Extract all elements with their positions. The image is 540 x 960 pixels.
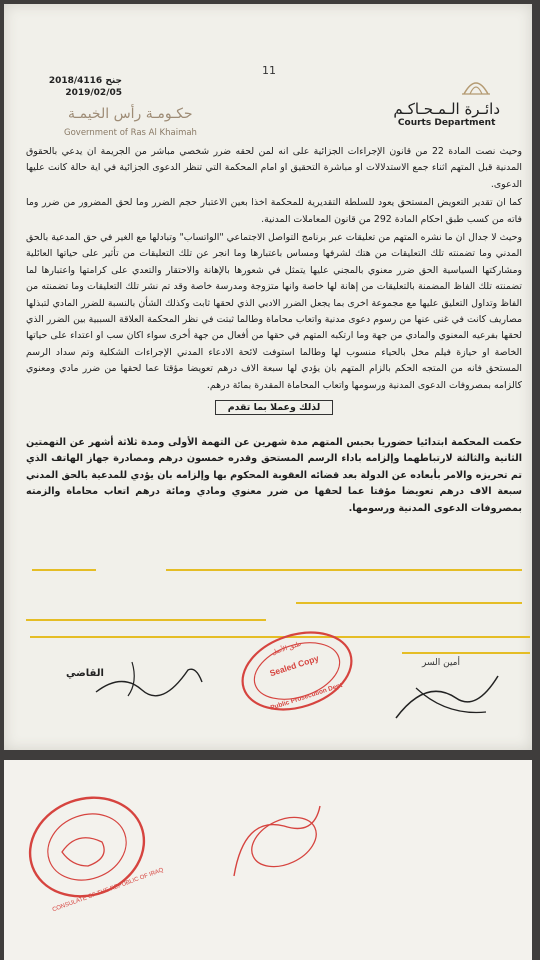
- courts-department-arabic: دائـرة الـمـحـاكـم: [393, 100, 500, 118]
- courts-department-english: Courts Department: [397, 118, 496, 128]
- judge-signature-label: القاضي: [66, 668, 104, 679]
- case-number: 2018/4116 جنح: [48, 76, 122, 86]
- case-reference: [34, 75, 122, 99]
- consulate-signature: [224, 796, 344, 886]
- paragraph-reasoning: وحيث لا جدال ان ما نشره المتهم من تعليقات عبر برنامج التواصل الاجتماعي "الواتساب" وتبادلها مع الغير في حق المدعية بالحق المدني وما تضمنته تلك التعليقات من هتك لشرفها ومساس باعتبارها وما انجر عن تلك التعليقات من تأثير على حياتها العائلية ومشاركتها السياسية الحق ضرر معنوي بالمجني عليها يتمثل في شعورها بالإهانة والاحتقار والتعدي على كرامتها واعتبارها لما تضمنته تلك الفاظ المضمنة بالتعليقات من إهانة لها خاصة وانها متزوجة ومدرسة خاصة وقد تم نشر تلك التعليقات وما تضمنته من الفاظ وتداول التعليق عليها مع مجموعة اخرى بما يجعل الضرر الادبي الذي لحقها ثابت وكذلك الشأن بالنسبة للضرر المادي لتبذلها مصاريف كانت في غنى عنها من رسوم دعوى مدنية واتعاب محاماة وطالما ثبتت في نظر المحكمة العلاقة السببية بين الضرر الذي لحقها بفرعيه المعنوي والمادي من جهة وما ارتكبه المتهم في حقها من أفعال من جهة أخرى سواء اكان سب او اعتداء على حياتها الخاصة او حيازة فيلم مخل بالحياء منسوب لها وطالما استوفت لائحة الادعاء المدني الإجراءات الشكلية وتم سداد الرسم المستحق فانه من المتجه الحكم بالزام المتهم بان يؤدي لها سبعة الاف درهم تعويضا مؤقتا عما لحقها من ضرر مادي ومعنوي كالزامه بمصروفات الدعوى المدنية ورسومها واتعاب المحاماة المقدرة بمائة درهم.: [26, 232, 522, 391]
- document-page-back: [4, 760, 532, 960]
- verdict-paragraph: حكمت المحكمة ابتدائيا حضوريا بحبس المتهم مدة شهرين عن التهمة الأولى ومدة ثلاثة أشهر عن التهمتين الثانية والثالثة لارتباطهما وإلزامه باداء الرسم المستحق وقدره خمسون درهم ومصادرة جهاز الهاتف الذي تم تحريزه والامر بأبعاده عن الدولة بعد قضائه العقوبة المحكوم بها وإلزامه بان يؤدي للمدعية بالحق المدني سبعة الاف درهم تعويضا مؤقتا عما لحقها من ضرر معنوي ومادي ومائة درهم اتعاب محاماة والزمته بمصروفات الدعوى المدنية ورسومها.: [26, 436, 522, 514]
- paragraph-compensation: كما ان تقدير التعويض المستحق يعود للسلطة التقديرية للمحكمة اخذا بعين الاعتبار حجم الضرر وما لحق المضرور من ضرر وما فاته من كسب طبق احكام المادة 292 من قانون المعاملات المدنية.: [26, 197, 522, 225]
- secretary-signature-label: أمين السر: [422, 658, 460, 668]
- courts-emblem-icon: [460, 72, 492, 96]
- sealed-copy-stamp: [238, 632, 356, 710]
- highlight-underline: [166, 569, 522, 571]
- stamp-text: CONSULATE OF THE REPUBLIC OF IRAQ: [51, 867, 165, 914]
- consulate-stamp: [22, 792, 165, 914]
- document-page: [4, 4, 532, 750]
- highlight-underline: [26, 619, 266, 621]
- page-number: 11: [262, 64, 276, 77]
- stamp-text: Sealed Copy: [268, 652, 321, 679]
- closing-heading: [26, 400, 522, 416]
- highlight-underline: [296, 602, 522, 604]
- stamp-text: طبق الأصل: [270, 639, 303, 657]
- government-name-arabic: حكـومـة رأس الخيمـة: [68, 106, 193, 122]
- courts-department-header: [393, 100, 500, 128]
- case-date: 2019/02/05: [65, 88, 122, 98]
- paragraph-article-22: وحيث نصت المادة 22 من قانون الإجراءات الجزائية على انه لمن لحقه ضرر شخصي مباشر من الجريمة ان يدعي بالحقوق المدنية قبل المتهم اثناء جمع الاستدلالات او مباشرة التحقيق او امام المحكمة التي تنظر الدعوى الجزائية في اية حالة كانت عليها الدعوى.: [26, 146, 522, 190]
- closing-text: لذلك وعملا بما تقدم: [215, 400, 334, 415]
- judgment-body: [26, 144, 522, 519]
- highlight-underline: [32, 569, 96, 571]
- government-name-english: Government of Ras Al Khaimah: [64, 128, 197, 138]
- stamp-text: Public Prosecution Dept: [269, 681, 344, 712]
- judge-signature: [92, 652, 212, 702]
- secretary-signature: [386, 668, 506, 724]
- highlight-underline: [402, 652, 530, 654]
